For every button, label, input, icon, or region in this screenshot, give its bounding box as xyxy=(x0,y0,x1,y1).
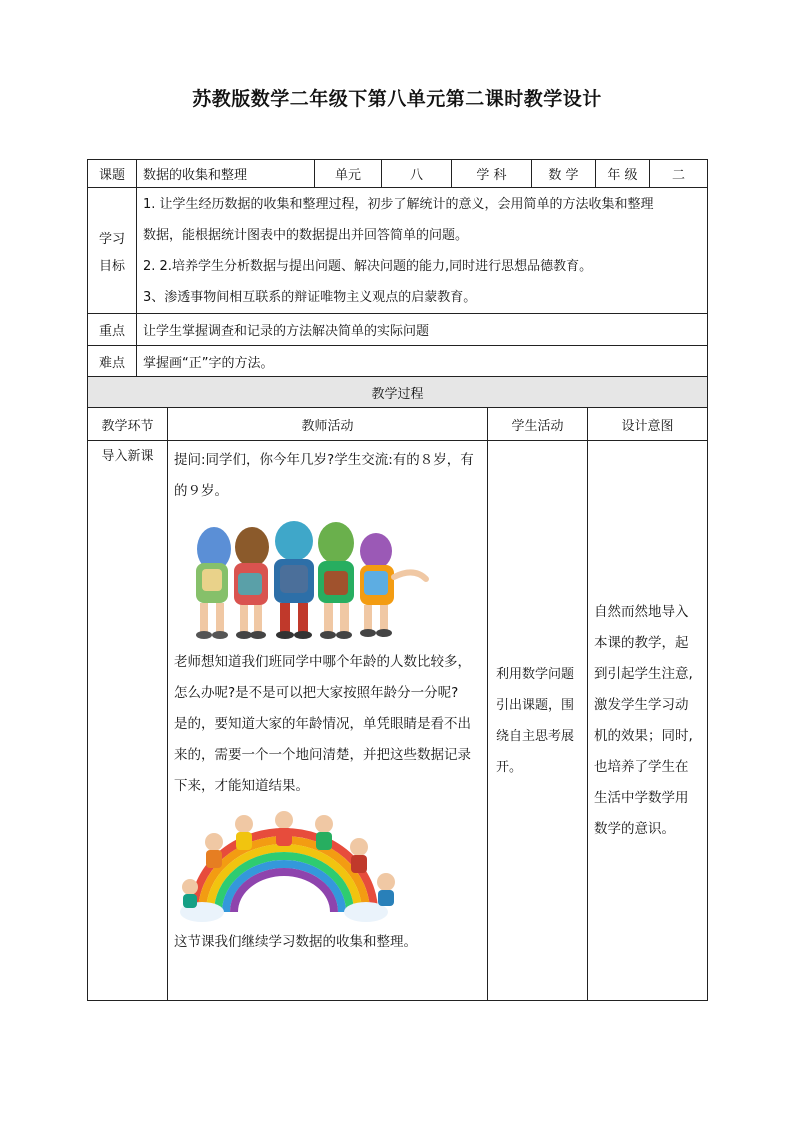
teacher-line: 老师想知道我们班同学中哪个年龄的人数比较多， xyxy=(174,654,471,670)
intent-line: 本课的教学，起 xyxy=(594,634,689,651)
unit-value: 八 xyxy=(382,160,452,188)
topic-label: 课题 xyxy=(88,160,137,188)
unit-label: 单元 xyxy=(315,160,382,188)
difficulty-label: 难点 xyxy=(88,346,137,377)
intent-line: 机的效果；同时, xyxy=(594,727,693,744)
column-header: 教师活动 xyxy=(168,408,488,441)
intent-line: 自然而然地导入 xyxy=(594,603,689,620)
page-title: 苏教版数学二年级下第八单元第二课时教学设计 xyxy=(192,88,602,110)
teacher-line: 怎么办呢?是不是可以把大家按照年龄分一分呢? xyxy=(174,685,459,701)
difficulty-value: 掌握画“正”字的方法。 xyxy=(137,346,708,377)
goal-item: 2. 2.培养学生分析数据与提出问题、解决问题的能力,同时进行思想品德教育。 xyxy=(143,258,593,274)
key-point-value: 让学生掌握调查和记录的方法解决简单的实际问题 xyxy=(137,314,708,346)
subject-label: 学 科 xyxy=(452,160,532,188)
goals-label xyxy=(88,188,137,314)
teacher-line: 下来，才能知道结果。 xyxy=(174,778,309,794)
teacher-line: 来的，需要一个一个地问清楚，并把这些数据记录 xyxy=(174,747,471,763)
intent-line: 激发学生学习动 xyxy=(594,696,689,713)
key-point-row xyxy=(88,314,708,346)
goals-content xyxy=(137,188,708,314)
intent-line: 生活中学数学用 xyxy=(594,789,689,806)
teacher-activity xyxy=(168,441,488,1001)
rainbow-illustration xyxy=(174,802,414,927)
goal-item: 1. 让学生经历数据的收集和整理过程，初步了解统计的意义，会用简单的方法收集和整理 xyxy=(143,196,654,212)
student-line: 引出课题，围 xyxy=(496,697,575,713)
design-intent xyxy=(588,441,708,1001)
child-figure xyxy=(360,533,394,637)
child-figure xyxy=(196,527,231,639)
intent-line: 数学的意识。 xyxy=(594,820,675,837)
teacher-line: 的９岁。 xyxy=(174,483,228,499)
intent-line: 到引起学生注意, xyxy=(594,665,693,682)
student-activity xyxy=(488,441,588,1001)
column-header: 学生活动 xyxy=(488,408,588,441)
key-point-label: 重点 xyxy=(88,314,137,346)
column-header: 设计意图 xyxy=(588,408,708,441)
process-table xyxy=(87,376,708,1001)
child-figure xyxy=(318,522,354,639)
process-row-intro xyxy=(88,441,708,1001)
student-line: 开。 xyxy=(496,759,523,775)
process-heading: 教学过程 xyxy=(88,377,708,408)
grade-value: 二 xyxy=(650,160,708,188)
topic-value: 数据的收集和整理 xyxy=(137,160,315,188)
stage-name: 导入新课 xyxy=(88,441,168,1001)
child-figure xyxy=(234,527,269,639)
goals-label-line2: 目标 xyxy=(98,258,125,274)
grade-label: 年 级 xyxy=(596,160,650,188)
header-row xyxy=(88,160,708,188)
column-header: 教学环节 xyxy=(88,408,168,441)
goal-item: 数据，能根据统计图表中的数据提出并回答简单的问题。 xyxy=(143,227,469,243)
goals-row xyxy=(88,188,708,314)
process-column-headers xyxy=(88,408,708,441)
teacher-line: 这节课我们继续学习数据的收集和整理。 xyxy=(174,934,417,950)
teacher-line: 是的，要知道大家的年龄情况，单凭眼睛是看不出 xyxy=(174,716,471,732)
difficulty-row xyxy=(88,346,708,377)
child-figure xyxy=(274,521,314,639)
goal-item: 3、渗透事物间相互联系的辩证唯物主义观点的启蒙教育。 xyxy=(143,289,477,305)
process-heading-row xyxy=(88,377,708,408)
student-line: 利用数学问题 xyxy=(496,666,575,682)
subject-value: 数 学 xyxy=(532,160,596,188)
student-line: 绕自主思考展 xyxy=(496,728,575,744)
intent-line: 也培养了学生在 xyxy=(594,758,689,775)
goals-label-line1: 学习 xyxy=(98,231,125,247)
lesson-info-table xyxy=(87,159,708,377)
teacher-line: 提问:同学们，你今年几岁?学生交流:有的８岁，有 xyxy=(174,452,474,468)
children-group-illustration xyxy=(174,507,434,647)
